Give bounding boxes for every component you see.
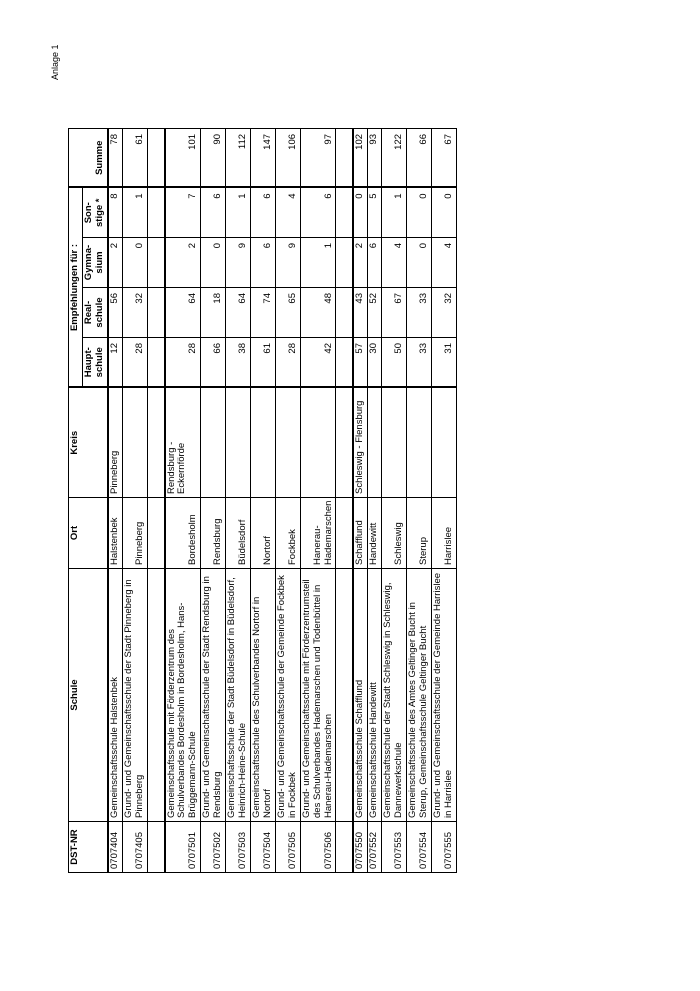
- cell-realschule: 33: [407, 288, 432, 338]
- table-row: [300, 128, 336, 872]
- cell-dst: 0707503: [226, 822, 251, 873]
- cell-realschule: 67: [382, 288, 407, 338]
- cell-gymnasium: 0: [122, 238, 147, 288]
- separator-cell: [336, 187, 354, 237]
- table-row: [250, 128, 275, 872]
- table-row: [431, 128, 456, 872]
- cell-summe: 97: [300, 128, 336, 187]
- cell-gymnasium: 6: [368, 238, 382, 288]
- col-header-sonstige: Son-stige *: [82, 187, 107, 237]
- cell-ort: Halstenbek: [108, 498, 122, 569]
- cell-ort: Handewitt: [368, 498, 382, 569]
- cell-dst: 0707404: [108, 822, 122, 873]
- cell-schule: Gemeinschaftsschule der Stadt Büdelsdorf in Büdelsdorf, Heinrich-Heine-Schule: [226, 569, 251, 822]
- cell-hauptschule: 28: [122, 338, 147, 388]
- cell-dst: 0707506: [300, 822, 336, 873]
- separator-cell: [147, 338, 165, 388]
- cell-schule: Gemeinschaftsschule der Stadt Schleswig in Schleswig, Dannewerkschule: [382, 569, 407, 822]
- cell-kreis: [368, 388, 382, 498]
- table-row: [353, 128, 367, 872]
- cell-realschule: 64: [226, 288, 251, 338]
- cell-summe: 101: [165, 128, 201, 187]
- separator-cell: [147, 128, 165, 187]
- cell-schule: Gemeinschaftsschule des Amtes Geltinger Bucht in Sterup, Gemeinschaftsschule Geltinger Bucht: [407, 569, 432, 822]
- separator-cell: [147, 498, 165, 569]
- cell-ort: Sterup: [407, 498, 432, 569]
- cell-sonstige: 6: [201, 187, 226, 237]
- cell-schule: Gemeinschaftsschule des Schulverbandes Nortorf in Nortorf: [250, 569, 275, 822]
- cell-realschule: 64: [165, 288, 201, 338]
- cell-realschule: 74: [250, 288, 275, 338]
- header-filler-kreis: [82, 388, 107, 498]
- cell-summe: 93: [368, 128, 382, 187]
- separator-cell: [147, 569, 165, 822]
- cell-sonstige: 8: [108, 187, 122, 237]
- cell-realschule: 43: [353, 288, 367, 338]
- cell-sonstige: 7: [165, 187, 201, 237]
- cell-summe: 102: [353, 128, 367, 187]
- cell-gymnasium: 1: [300, 238, 336, 288]
- cell-ort: Bordesholm: [165, 498, 201, 569]
- cell-dst: 0707554: [407, 822, 432, 873]
- cell-ort: Schafflund: [353, 498, 367, 569]
- schools-table-sheet: [68, 129, 692, 873]
- cell-ort: Pinneberg: [122, 498, 147, 569]
- table-row: [407, 128, 432, 872]
- cell-kreis: Pinneberg: [108, 388, 122, 498]
- cell-kreis: [250, 388, 275, 498]
- table-row: [165, 128, 201, 872]
- cell-schule: Grund- und Gemeinschaftsschule der Gemeinde Fockbek in Fockbek: [275, 569, 300, 822]
- cell-kreis: [407, 388, 432, 498]
- cell-summe: 67: [431, 128, 456, 187]
- cell-dst: 0707553: [382, 822, 407, 873]
- cell-summe: 78: [108, 128, 122, 187]
- separator-cell: [336, 388, 354, 498]
- table-body: [108, 128, 457, 872]
- cell-realschule: 48: [300, 288, 336, 338]
- separator-cell: [336, 569, 354, 822]
- cell-kreis: [431, 388, 456, 498]
- header-filler-ort: [82, 498, 107, 569]
- cell-dst: 0707504: [250, 822, 275, 873]
- cell-dst: 0707502: [201, 822, 226, 873]
- cell-gymnasium: 2: [165, 238, 201, 288]
- annex-label: Anlage 1: [50, 44, 60, 80]
- separator-cell: [336, 822, 354, 873]
- col-header-empfehlungen: Empfehlungen für :: [69, 187, 83, 387]
- cell-sonstige: 6: [300, 187, 336, 237]
- cell-hauptschule: 28: [275, 338, 300, 388]
- cell-kreis: [226, 388, 251, 498]
- cell-kreis: [300, 388, 336, 498]
- cell-dst: 0707501: [165, 822, 201, 873]
- separator-cell: [336, 238, 354, 288]
- cell-gymnasium: 4: [382, 238, 407, 288]
- cell-summe: 112: [226, 128, 251, 187]
- col-header-dst: DST-NR: [69, 822, 83, 873]
- cell-hauptschule: 38: [226, 338, 251, 388]
- cell-gymnasium: 0: [407, 238, 432, 288]
- cell-dst: 0707505: [275, 822, 300, 873]
- separator-cell: [147, 388, 165, 498]
- cell-schule: Gemeinschaftsschule Halstenbek: [108, 569, 122, 822]
- cell-gymnasium: 0: [201, 238, 226, 288]
- cell-hauptschule: 42: [300, 338, 336, 388]
- cell-hauptschule: 33: [407, 338, 432, 388]
- cell-kreis: [275, 388, 300, 498]
- cell-ort: Fockbek: [275, 498, 300, 569]
- cell-dst: 0707552: [368, 822, 382, 873]
- cell-summe: 61: [122, 128, 147, 187]
- col-header-realschule: Real-schule: [82, 288, 107, 338]
- cell-sonstige: 0: [407, 187, 432, 237]
- cell-hauptschule: 66: [201, 338, 226, 388]
- cell-sonstige: 5: [368, 187, 382, 237]
- cell-summe: 66: [407, 128, 432, 187]
- header-filler-schule: [82, 569, 107, 822]
- cell-ort: Nortorf: [250, 498, 275, 569]
- cell-sonstige: 0: [431, 187, 456, 237]
- cell-kreis: [201, 388, 226, 498]
- cell-kreis: Rendsburg - Eckernförde: [165, 388, 201, 498]
- cell-sonstige: 1: [226, 187, 251, 237]
- separator-cell: [336, 338, 354, 388]
- separator-cell: [336, 288, 354, 338]
- cell-ort: Harrislee: [431, 498, 456, 569]
- cell-gymnasium: 9: [226, 238, 251, 288]
- cell-summe: 90: [201, 128, 226, 187]
- col-header-summe: Summe: [82, 128, 107, 187]
- cell-schule: Grund- und Gemeinschaftsschule der Gemeinde Harrislee in Harrislee: [431, 569, 456, 822]
- cell-sonstige: 6: [250, 187, 275, 237]
- cell-gymnasium: 4: [431, 238, 456, 288]
- header-filler-dst: [82, 822, 107, 873]
- group-separator-row: [147, 128, 165, 872]
- separator-cell: [147, 288, 165, 338]
- cell-schule: Gemeinschaftsschule mit Förderzentrum des Schulverbandes Bordesholm in Bordesholm, Hans-Brüggemann-Schule: [165, 569, 201, 822]
- separator-cell: [336, 498, 354, 569]
- cell-sonstige: 0: [353, 187, 367, 237]
- col-header-schule: Schule: [69, 569, 83, 822]
- cell-gymnasium: 2: [353, 238, 367, 288]
- cell-realschule: 65: [275, 288, 300, 338]
- col-header-gymnasium: Gymna-sium: [82, 238, 107, 288]
- recommendations-table: [68, 128, 457, 873]
- cell-schule: Gemeinschaftsschule Schafflund: [353, 569, 367, 822]
- separator-cell: [147, 238, 165, 288]
- cell-hauptschule: 31: [431, 338, 456, 388]
- cell-gymnasium: 9: [275, 238, 300, 288]
- cell-realschule: 32: [431, 288, 456, 338]
- cell-kreis: Schleswig - Flensburg: [353, 388, 367, 498]
- table-row: [226, 128, 251, 872]
- cell-dst: 0707555: [431, 822, 456, 873]
- cell-summe: 147: [250, 128, 275, 187]
- cell-hauptschule: 57: [353, 338, 367, 388]
- cell-kreis: [382, 388, 407, 498]
- cell-kreis: [122, 388, 147, 498]
- cell-realschule: 32: [122, 288, 147, 338]
- cell-gymnasium: 2: [108, 238, 122, 288]
- table-row: [122, 128, 147, 872]
- cell-realschule: 52: [368, 288, 382, 338]
- cell-ort: Rendsburg: [201, 498, 226, 569]
- separator-cell: [336, 128, 354, 187]
- cell-sonstige: 1: [382, 187, 407, 237]
- cell-schule: Grund- und Gemeinschaftsschule der Stadt Pinneberg in Pinneberg: [122, 569, 147, 822]
- cell-summe: 122: [382, 128, 407, 187]
- col-header-summe-top: [69, 128, 83, 187]
- table-row: [201, 128, 226, 872]
- separator-cell: [147, 187, 165, 237]
- cell-sonstige: 1: [122, 187, 147, 237]
- col-header-ort: Ort: [69, 498, 83, 569]
- cell-realschule: 18: [201, 288, 226, 338]
- cell-ort: Büdelsdorf: [226, 498, 251, 569]
- table-row: [108, 128, 122, 872]
- group-separator-row: [336, 128, 354, 872]
- cell-hauptschule: 28: [165, 338, 201, 388]
- cell-schule: Grund- und Gemeinschaftsschule mit Förderzentrumsteil des Schulverbandes Hademarschen und Todenbüttel in Hanerau-Hademarschen: [300, 569, 336, 822]
- separator-cell: [147, 822, 165, 873]
- cell-hauptschule: 61: [250, 338, 275, 388]
- cell-summe: 106: [275, 128, 300, 187]
- cell-ort: Schleswig: [382, 498, 407, 569]
- cell-hauptschule: 12: [108, 338, 122, 388]
- cell-gymnasium: 6: [250, 238, 275, 288]
- table-row: [275, 128, 300, 872]
- cell-sonstige: 4: [275, 187, 300, 237]
- cell-ort: Hanerau-Hademarschen: [300, 498, 336, 569]
- cell-hauptschule: 50: [382, 338, 407, 388]
- cell-dst: 0707405: [122, 822, 147, 873]
- cell-dst: 0707550: [353, 822, 367, 873]
- cell-schule: Grund- und Gemeinschaftsschule der Stadt Rendsburg in Rendsburg: [201, 569, 226, 822]
- cell-hauptschule: 30: [368, 338, 382, 388]
- col-header-hauptschule: Haupt-schule: [82, 338, 107, 388]
- table-row: [382, 128, 407, 872]
- col-header-kreis: Kreis: [69, 388, 83, 498]
- table-row: [368, 128, 382, 872]
- cell-realschule: 56: [108, 288, 122, 338]
- cell-schule: Gemeinschaftsschule Handewitt: [368, 569, 382, 822]
